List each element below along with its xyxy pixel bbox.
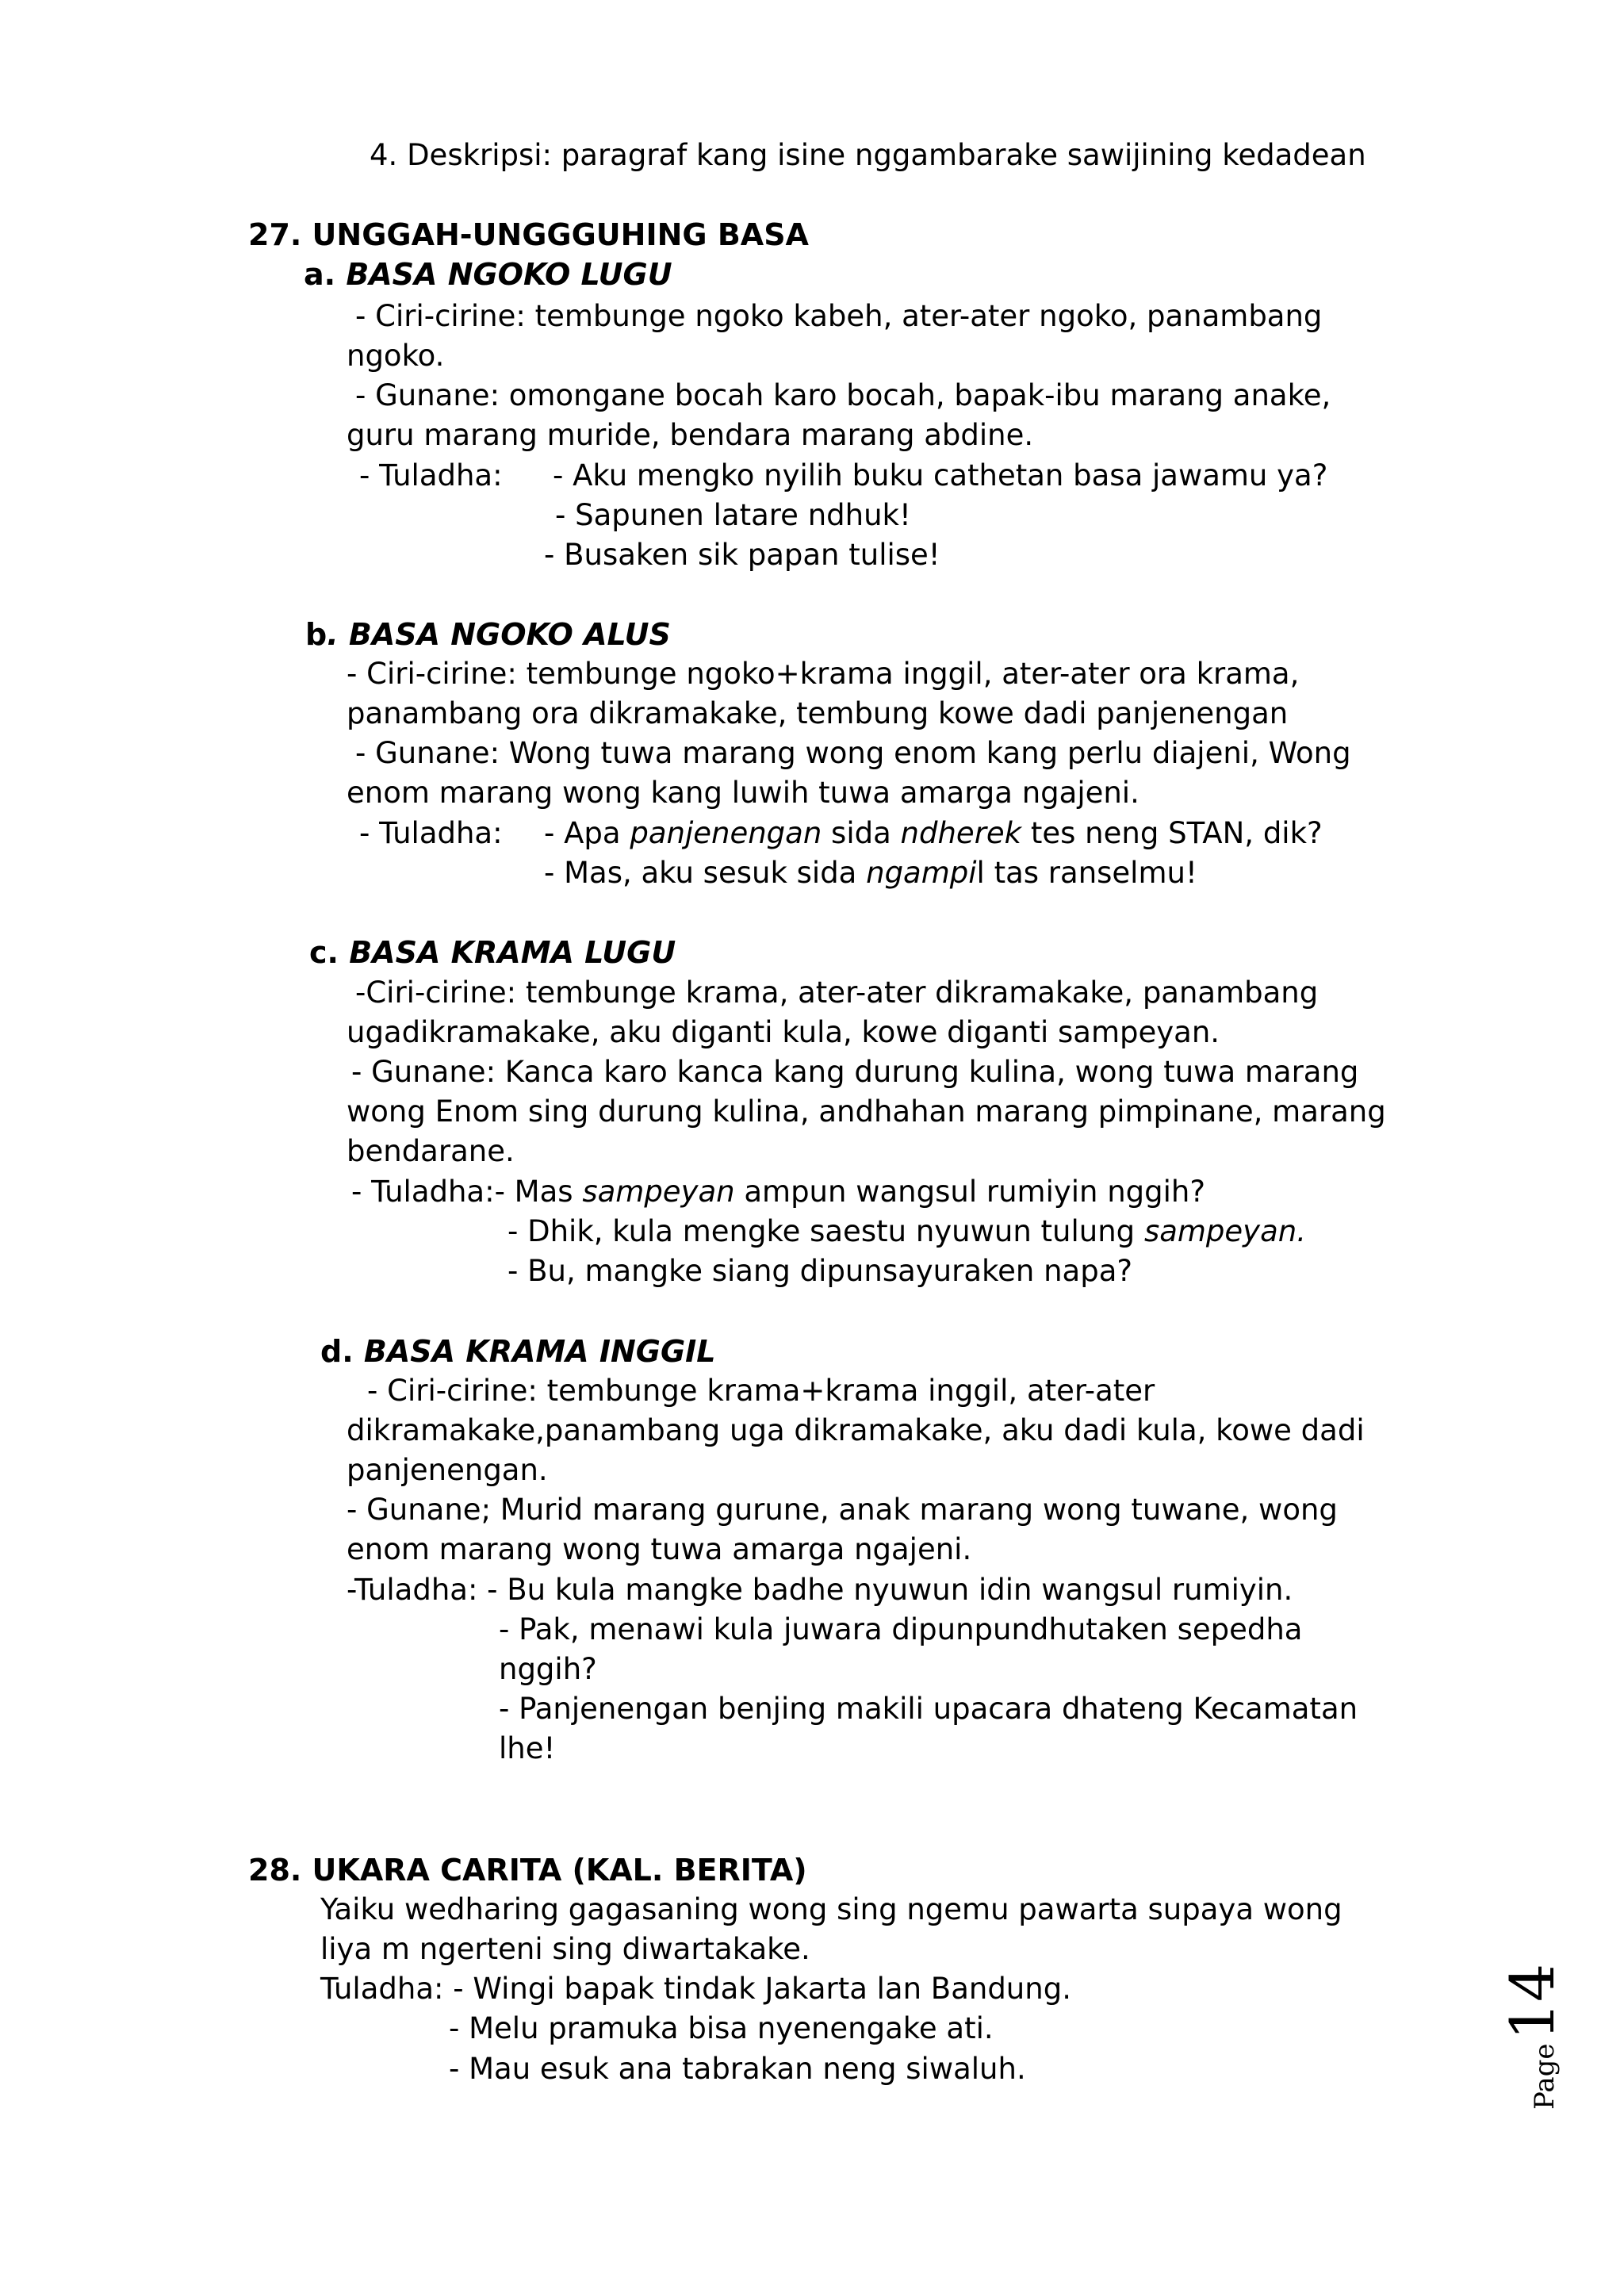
d-example-3-line-2: lhe!: [499, 1731, 556, 1765]
d-example-2-line-1: - Pak, menawi kula juwara dipunpundhutaken sepedha: [499, 1612, 1303, 1646]
b-gunane-line-1: - Gunane: Wong tuwa marang wong enom kang perlu diajeni, Wong: [355, 736, 1351, 770]
b-gunane-line-2: enom marang wong kang luwih tuwa amarga ngajeni.: [347, 776, 1139, 810]
a-example-2: - Sapunen latare ndhuk!: [555, 498, 911, 532]
s28-desc-line-1: Yaiku wedharing gagasaning wong sing ngemu pawarta supaya wong: [320, 1892, 1342, 1926]
c-gunane-line-2: wong Enom sing durung kulina, andhahan marang pimpinane, marang: [347, 1094, 1386, 1129]
b-ciri-line-2: panambang ora dikramakake, tembung kowe dadi panjenengan: [347, 696, 1289, 730]
c-example-2-pre: - Dhik, kula mengke saestu nyuwun tulung: [508, 1214, 1144, 1248]
b-example-2: [544, 854, 1197, 892]
page-footer: [1497, 1959, 1568, 2118]
b-tuladha-label: - Tuladha:: [359, 816, 503, 850]
d-example-2-line-2: nggih?: [499, 1652, 597, 1686]
d-example-3-line-1: - Panjenengan benjing makili upacara dhateng Kecamatan: [499, 1692, 1358, 1726]
s28-example-3: - Mau esuk ana tabrakan neng siwaluh.: [449, 2052, 1026, 2086]
b-example-1-mid: sida: [822, 816, 901, 850]
a-ciri-line-1: - Ciri-cirine: tembunge ngoko kabeh, ater-ater ngoko, panambang: [355, 299, 1323, 333]
b-example-1-italic-1: panjenengan: [630, 816, 822, 850]
a-gunane-line-1: - Gunane: omongane bocah karo bocah, bapak-ibu marang anake,: [355, 378, 1331, 412]
page-number: 14: [1497, 1963, 1568, 2041]
section-28-heading: 28. UKARA CARITA (KAL. BERITA): [248, 1853, 807, 1888]
c-example-1-italic: sampeyan: [582, 1175, 735, 1209]
d-gunane-line-2: enom marang wong tuwa amarga ngajeni.: [347, 1532, 972, 1566]
a-example-1: - Aku mengko nyilih buku cathetan basa jawamu ya?: [553, 458, 1328, 493]
c-example-2-italic: sampeyan.: [1143, 1214, 1306, 1248]
d-ciri-line-3: panjenengan.: [347, 1453, 548, 1487]
subsection-c-heading: [309, 933, 676, 972]
section-27-heading: 27. UNGGAH-UNGGGUHING BASA: [248, 217, 809, 252]
c-example-1-pre: - Tuladha:- Mas: [351, 1175, 583, 1209]
b-example-1: [544, 815, 1323, 853]
subsection-a-title: BASA NGOKO LUGU: [346, 257, 672, 292]
c-ciri-line-1: -Ciri-cirine: tembunge krama, ater-ater dikramakake, panambang: [355, 976, 1319, 1010]
subsection-d-letter: d.: [320, 1334, 354, 1369]
c-gunane-line-1: - Gunane: Kanca karo kanca kang durung kulina, wong tuwa marang: [351, 1055, 1359, 1089]
c-gunane-line-3: bendarane.: [347, 1134, 515, 1168]
b-example-1-post: tes neng STAN, dik?: [1021, 816, 1323, 850]
b-example-2-pre: - Mas, aku sesuk sida: [544, 856, 867, 890]
c-example-3: - Bu, mangke siang dipunsayuraken napa?: [508, 1254, 1133, 1288]
a-gunane-line-2: guru marang muride, bendara marang abdine.: [347, 418, 1034, 452]
c-example-1-post: ampun wangsul rumiyin nggih?: [734, 1175, 1206, 1209]
subsection-d-heading: [320, 1332, 716, 1370]
s28-example-1: Tuladha: - Wingi bapak tindak Jakarta lan Bandung.: [320, 1972, 1071, 2006]
d-gunane-line-1: - Gunane; Murid marang gurune, anak marang wong tuwane, wong: [347, 1493, 1338, 1527]
d-ciri-line-1: - Ciri-cirine: tembunge krama+krama inggil, ater-ater: [367, 1374, 1155, 1408]
b-example-1-pre: - Apa: [544, 816, 630, 850]
s28-desc-line-2: liya m ngerteni sing diwartakake.: [320, 1932, 810, 1966]
d-example-1: -Tuladha: - Bu kula mangke badhe nyuwun idin wangsul rumiyin.: [347, 1573, 1293, 1607]
b-ciri-line-1: - Ciri-cirine: tembunge ngoko+krama inggil, ater-ater ora krama,: [347, 657, 1300, 691]
a-tuladha-label: - Tuladha:: [359, 458, 503, 493]
subsection-a-letter: a.: [304, 257, 336, 292]
b-example-2-italic: ngampi: [866, 856, 977, 890]
subsection-d-title: BASA KRAMA INGGIL: [363, 1334, 716, 1369]
c-example-2: [508, 1213, 1306, 1251]
subsection-b-heading: [305, 615, 671, 654]
subsection-a-heading: [304, 255, 672, 293]
b-example-2-post: l tas ranselmu!: [976, 856, 1197, 890]
a-example-3: - Busaken sik papan tulise!: [544, 538, 940, 572]
subsection-c-letter: c.: [309, 935, 339, 970]
a-ciri-line-2: ngoko.: [347, 339, 445, 373]
subsection-c-title: BASA KRAMA LUGU: [349, 935, 676, 970]
page-label: [1497, 1964, 1568, 2110]
s28-example-2: - Melu pramuka bisa nyenengake ati.: [449, 2011, 994, 2045]
page-word: Page: [1529, 2043, 1561, 2110]
d-ciri-line-2: dikramakake,panambang uga dikramakake, aku dadi kula, kowe dadi: [347, 1413, 1365, 1447]
top-line: 4. Deskripsi: paragraf kang isine nggambarake sawijining kedadean: [370, 138, 1366, 172]
subsection-b-title: . BASA NGOKO ALUS: [327, 617, 671, 652]
c-ciri-line-2: ugadikramakake, aku diganti kula, kowe diganti sampeyan.: [347, 1015, 1220, 1049]
b-example-1-italic-2: ndherek: [900, 816, 1022, 850]
subsection-b-letter: b: [305, 617, 327, 652]
c-example-1: [351, 1173, 1205, 1211]
